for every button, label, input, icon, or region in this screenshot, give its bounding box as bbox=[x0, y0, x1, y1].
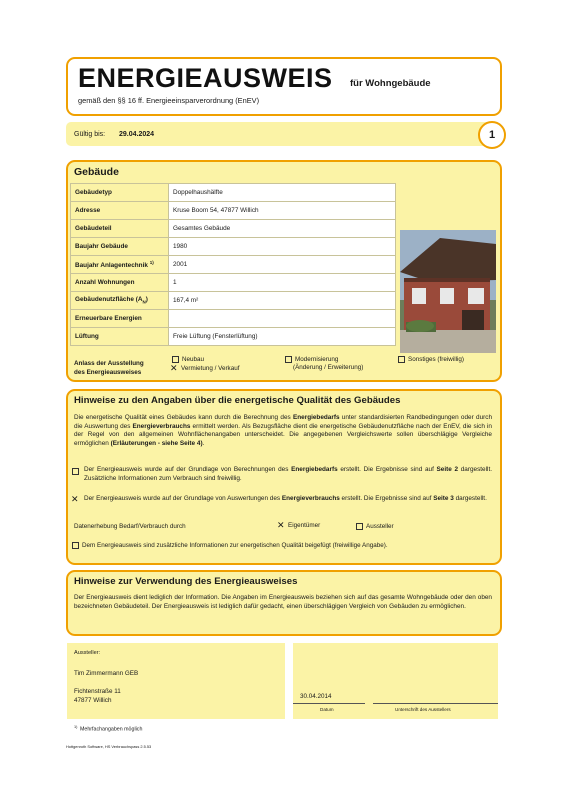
option-zusatzinfo-label: Dem Energieausweis sind zusätzliche Informationen zur energetischen Qualität beigefügt (freiwillige Angabe). bbox=[82, 542, 388, 550]
table-row bbox=[71, 202, 396, 220]
table-row bbox=[71, 184, 396, 202]
row-value: Freie Lüftung (Fensterlüftung) bbox=[169, 328, 396, 346]
row-key: Gebäudeteil bbox=[71, 220, 169, 238]
intro-part: ermittelt werden. Als Bezugsfläche dient die energetische Gebäudenutzfläche nach der EnEV, die sich in der Regel von den allgemeinen Wohnflächenangaben unterscheidet. Die angegebenen Vergleichswerte sollen überschlägige Vergleiche ermöglichen bbox=[74, 422, 492, 447]
table-row bbox=[71, 328, 396, 346]
footnote bbox=[74, 725, 142, 733]
bedarf-checkbox-wrap[interactable] bbox=[72, 468, 78, 476]
footnote-marker: 1) bbox=[74, 725, 78, 729]
verbrauch-bold: Seite 3 bbox=[433, 495, 454, 502]
footnote-text: Mehrfachangaben möglich bbox=[79, 726, 143, 733]
option-modernisierung-label: Modernisierung bbox=[295, 356, 339, 364]
signature-caption: Unterschrift des Ausstellers bbox=[395, 707, 451, 712]
bedarf-part: dargestellt. Zusätzliche Informationen zum Verbrauch sind freiwillig. bbox=[84, 466, 492, 482]
option-aussteller-label: Aussteller bbox=[366, 523, 394, 531]
date-caption: Datum bbox=[320, 707, 334, 712]
option-modernisierung[interactable] bbox=[285, 356, 338, 364]
checkbox-checked[interactable]: ✕ bbox=[277, 520, 285, 530]
checkbox-empty[interactable] bbox=[72, 542, 79, 549]
bedarf-bold: Energiebedarfs bbox=[291, 466, 338, 473]
footnote-ref: 1) bbox=[149, 259, 154, 265]
issuer-name: Tim Zimmermann GEB bbox=[74, 670, 139, 677]
date-line bbox=[293, 703, 365, 704]
software-credit: Hottgenroth Software, HS Verbrauchspass 2.5.53 bbox=[66, 744, 152, 749]
table-row bbox=[71, 274, 396, 292]
option-zusatzinfo[interactable] bbox=[72, 542, 388, 550]
document-title: ENERGIEAUSWEIS bbox=[78, 63, 333, 93]
intro-part: unter standardisierten Randbedingungen oder durch die Auswertung des bbox=[74, 414, 492, 430]
row-key: Adresse bbox=[71, 202, 169, 220]
hinweise-intro bbox=[74, 414, 492, 448]
row-value: 2001 bbox=[169, 256, 396, 274]
option-neubau-label: Neubau bbox=[182, 356, 205, 364]
building-section-title: Gebäude bbox=[74, 166, 119, 178]
verbrauch-option-text bbox=[84, 495, 492, 504]
option-modernisierung-detail: (Änderung / Erweiterung) bbox=[293, 364, 364, 371]
verbrauch-part: erstellt. Die Ergebnisse sind auf bbox=[339, 495, 434, 502]
option-eigentuemer-label: Eigentümer bbox=[288, 522, 321, 530]
page-number-badge: 1 bbox=[478, 121, 506, 149]
row-value: 1980 bbox=[169, 238, 396, 256]
row-key-subscript: N bbox=[142, 299, 146, 305]
row-key-text: Baujahr Anlagentechnik bbox=[75, 262, 148, 270]
row-key: Gebäudetyp bbox=[71, 184, 169, 202]
option-vermietung[interactable] bbox=[170, 364, 239, 373]
issue-date: 30.04.2014 bbox=[300, 693, 332, 700]
anlass-label-line2: des Energieausweises bbox=[74, 369, 142, 376]
verbrauch-checkbox-wrap[interactable] bbox=[71, 495, 82, 504]
verbrauch-part: dargestellt. bbox=[453, 495, 487, 502]
intro-bold: Energieverbrauchs bbox=[132, 422, 191, 430]
row-value: Doppelhaushälfte bbox=[169, 184, 396, 202]
option-sonstiges[interactable] bbox=[398, 356, 464, 364]
verbrauch-part: Der Energieausweis wurde auf der Grundlage von Auswertungen des bbox=[84, 495, 282, 502]
issuer-street: Fichtenstraße 11 bbox=[74, 688, 121, 695]
verbrauch-bold: Energieverbrauchs bbox=[281, 495, 340, 502]
checkbox-empty[interactable] bbox=[72, 468, 79, 475]
row-value: 167,4 m² bbox=[169, 292, 396, 310]
intro-part: Die energetische Qualität eines Gebäudes kann durch die Berechnung des bbox=[74, 414, 293, 421]
row-key bbox=[71, 256, 169, 274]
checkbox-checked[interactable]: ✕ bbox=[170, 363, 178, 373]
intro-bold: Energiebedarfs bbox=[292, 414, 340, 421]
row-value bbox=[169, 310, 396, 328]
row-key-end: ) bbox=[145, 296, 148, 304]
option-aussteller[interactable] bbox=[356, 523, 394, 531]
row-key: Baujahr Gebäude bbox=[71, 238, 169, 256]
issuer-label: Aussteller: bbox=[74, 650, 101, 656]
row-value: 1 bbox=[169, 274, 396, 292]
validity-date: 29.04.2024 bbox=[119, 131, 155, 138]
bedarf-part: erstellt. Die Ergebnisse sind auf bbox=[337, 466, 437, 473]
document-subtitle: für Wohngebäude bbox=[350, 78, 431, 89]
intro-bold: (Erläuterungen - siehe Seite 4) bbox=[110, 439, 203, 447]
signature-line bbox=[373, 703, 498, 704]
option-vermietung-label: Vermietung / Verkauf bbox=[181, 365, 240, 373]
legal-basis: gemäß den §§ 16 ff. Energieeinsparverordnung (EnEV) bbox=[78, 96, 260, 105]
verwendung-text: Der Energieausweis dient lediglich der Information. Die Angaben im Energieausweis beziehen sich auf das gesamte Wohngebäude oder den oben bezeichneten Gebäudeteil. Der Energieausweis ist lediglich dafür gedacht, einen überschlägigen Vergleich von Gebäuden zu ermöglichen. bbox=[74, 594, 492, 610]
checkbox-empty[interactable] bbox=[172, 356, 179, 363]
option-eigentuemer[interactable] bbox=[277, 521, 320, 530]
checkbox-empty[interactable] bbox=[398, 356, 405, 363]
bedarf-bold: Seite 2 bbox=[436, 466, 459, 473]
anlass-label bbox=[74, 359, 144, 377]
intro-part: . bbox=[202, 439, 205, 447]
checkbox-empty[interactable] bbox=[356, 523, 363, 530]
row-key bbox=[71, 292, 169, 310]
bedarf-option-text bbox=[84, 466, 492, 483]
row-value: Kruse Boom 54, 47877 Willich bbox=[169, 202, 396, 220]
datenerhebung-label: Datenerhebung Bedarf/Verbrauch durch bbox=[74, 523, 186, 530]
table-row bbox=[71, 310, 396, 328]
row-value: Gesamtes Gebäude bbox=[169, 220, 396, 238]
hinweise-title: Hinweise zu den Angaben über die energetische Qualität des Gebäudes bbox=[74, 395, 401, 406]
row-key: Anzahl Wohnungen bbox=[71, 274, 169, 292]
building-data-table bbox=[70, 183, 396, 346]
checkbox-empty[interactable] bbox=[285, 356, 292, 363]
validity-label: Gültig bis: bbox=[74, 131, 106, 138]
table-row bbox=[71, 238, 396, 256]
table-row bbox=[71, 256, 396, 274]
verwendung-title: Hinweise zur Verwendung des Energieausweises bbox=[74, 576, 298, 587]
table-row bbox=[71, 220, 396, 238]
issuer-city: 47877 Willich bbox=[74, 697, 112, 704]
row-key: Lüftung bbox=[71, 328, 169, 346]
row-key-text: Gebäudenutzfläche (A bbox=[75, 296, 143, 304]
checkbox-checked[interactable]: ✕ bbox=[71, 494, 79, 504]
anlass-label-line1: Anlass der Ausstellung bbox=[74, 360, 144, 367]
table-row bbox=[71, 292, 396, 310]
option-sonstiges-label: Sonstiges (freiwillig) bbox=[408, 356, 464, 364]
row-key: Erneuerbare Energien bbox=[71, 310, 169, 328]
bedarf-part: Der Energieausweis wurde auf der Grundlage von Berechnungen des bbox=[84, 466, 292, 473]
building-photo bbox=[400, 230, 496, 353]
